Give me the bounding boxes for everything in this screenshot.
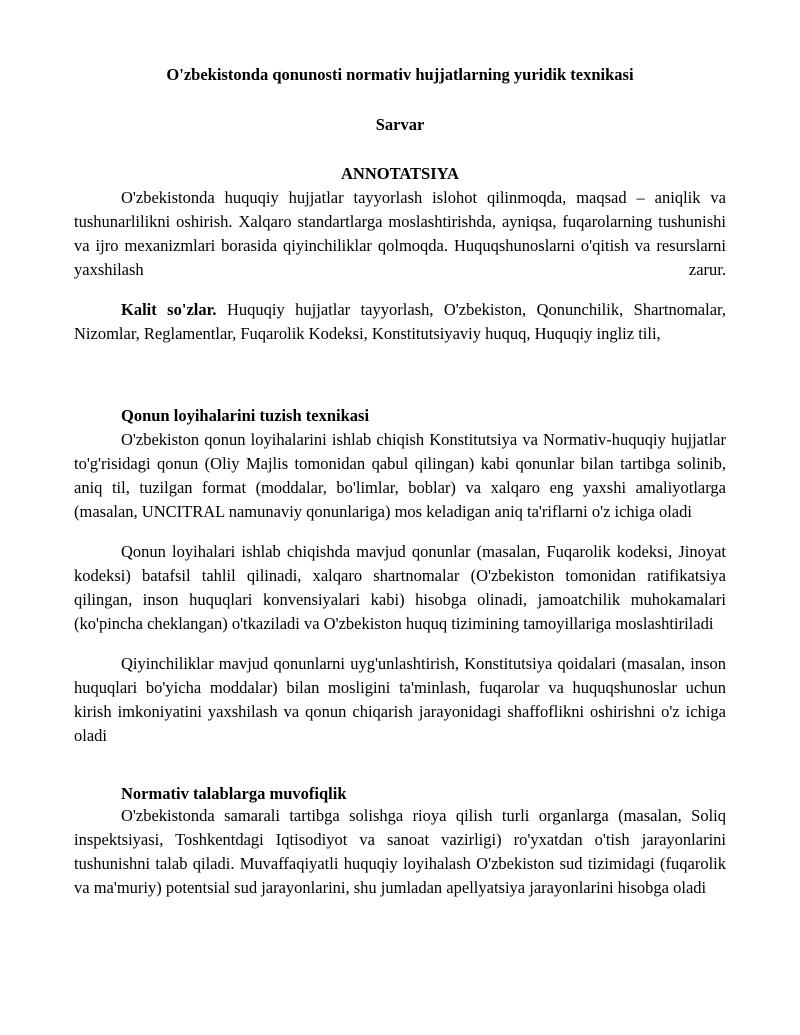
section-heading-regulatory-compliance: Normativ talablarga muvofiqlik	[121, 784, 347, 803]
section-paragraph: Qiyinchiliklar mavjud qonunlarni uyg'unlashtirish, Konstitutsiya qoidalari (masalan, inson huquqlari bo'yicha moddalar) bilan mosligini ta'minlash, fuqarolar va huquqshunoslar uchun kirish imkoniyatini yaxshilash va qonun chiqarish jarayonidagi shaffoflikni oshirishni o'z ichiga oladi	[74, 654, 726, 745]
section-paragraph: Qonun loyihalari ishlab chiqishda mavjud qonunlar (masalan, Fuqarolik kodeksi, Jinoyat kodeksi) batafsil tahlil qilinadi, xalqaro shartnomalar (O'zbekiston tomonidan ratifikatsiya qilingan, inson huquqlari konvensiyalari kabi) hisobga olinadi, jamoatchilik muhokamalari (ko'pincha cheklangan) o'tkaziladi va O'zbekiston huquq tizimining tamoyillariga moslashtiriladi	[74, 542, 726, 633]
annotation-heading: ANNOTATSIYA	[341, 164, 459, 183]
section-heading-drafting-technique: Qonun loyihalarini tuzish texnikasi	[121, 406, 370, 425]
section-paragraph: O'zbekiston qonun loyihalarini ishlab chiqish Konstitutsiya va Normativ-huquqiy hujjatlar to'g'risidagi qonun (Oliy Majlis tomonidan qabul qilingan) kabi qonunlar bilan tartibga solinib, aniq til, tuzilgan format (moddalar, bo'limlar, boblar) va xalqaro eng yaxshi amaliyotlarga (masalan, UNCITRAL namunaviy qonunlariga) mos keladigan aniq ta'riflarni o'z ichiga oladi	[74, 430, 726, 521]
keywords-text: Huquqiy hujjatlar tayyorlash, O'zbekiston, Qonunchilik, Shartnomalar, Nizomlar, Reglamentlar, Fuqarolik Kodeksi, Konstitutsiyaviy huquq, Huquqiy ingliz tili,	[74, 300, 726, 343]
keywords-paragraph	[74, 298, 726, 346]
section-paragraph: O'zbekistonda samarali tartibga solishga rioya qilish turli organlarga (masalan, Soliq inspektsiyasi, Toshkentdagi Iqtisodiyot va sanoat vazirligi) ro'yxatdan o'tish jarayonlarini tushunishni talab qiladi. Muvaffaqiyatli huquqiy loyihalash O'zbekiston sud tizimidagi (fuqarolik va ma'muriy) potentsial sud jarayonlarini, shu jumladan apellyatsiya jarayonlarini hisobga oladi	[74, 806, 726, 897]
annotation-text: O'zbekistonda huquqiy hujjatlar tayyorlash islohot qilinmoqda, maqsad – aniqlik va tushunarlilikni oshirish. Xalqaro standartlarga moslashtirishda, ayniqsa, fuqarolarning tushunishi va ijro mexanizmlari borasida qiyinchiliklar qolmoqda. Huquqshunoslarni o'qitish va resurslarni yaxshilash zarur.	[74, 188, 726, 279]
document-page	[74, 62, 726, 900]
document-author: Sarvar	[375, 115, 425, 134]
keywords-label: Kalit so'zlar.	[121, 300, 217, 319]
document-title: O'zbekistonda qonunosti normativ hujjatlarning yuridik texnikasi	[166, 65, 634, 84]
